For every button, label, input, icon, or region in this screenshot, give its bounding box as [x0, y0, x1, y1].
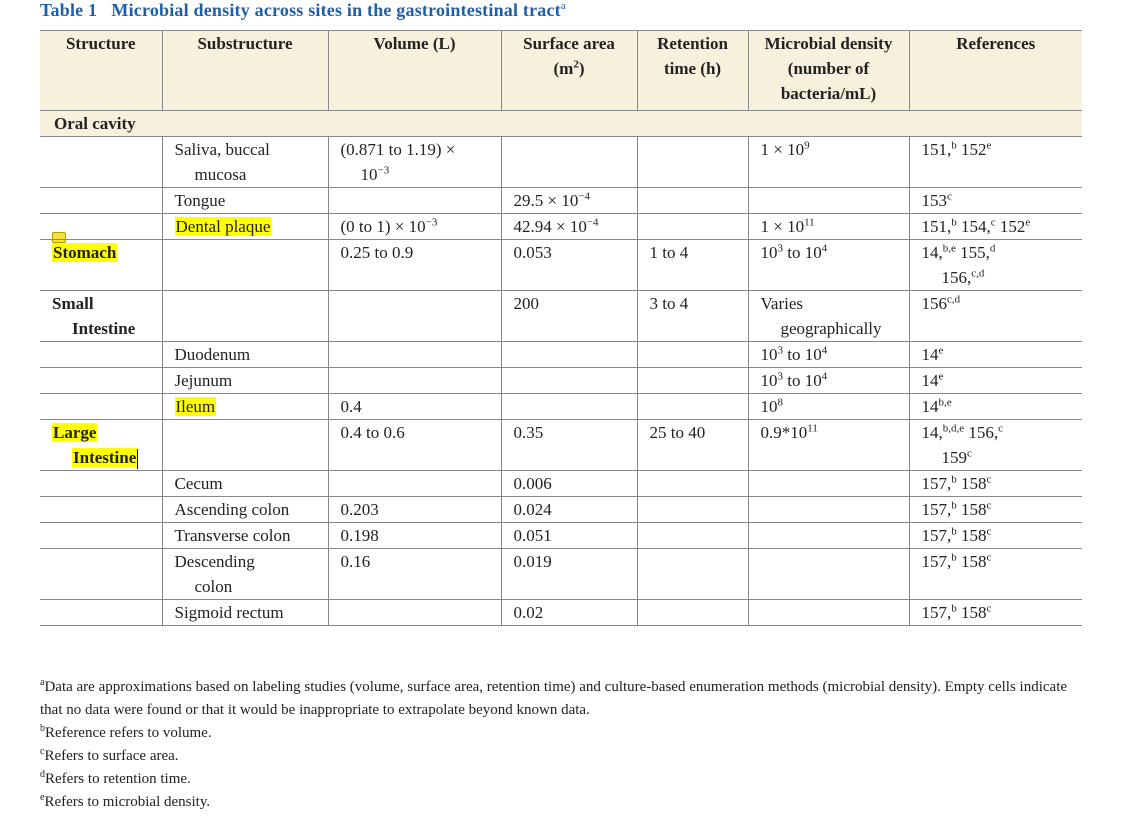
- table-label: Table 1: [40, 0, 98, 20]
- cell-substructure: Cecum: [162, 471, 328, 497]
- cell-density: $10^3$ to $10^4$: [748, 240, 909, 291]
- cell-substructure: Sigmoid rectum: [162, 600, 328, 626]
- footnote-d: $^d$Refers to retention time.: [40, 769, 191, 787]
- header-row: [40, 31, 1082, 111]
- table-caption: [40, 0, 566, 21]
- table-row: [40, 523, 1082, 549]
- col-structure: Structure: [40, 31, 162, 111]
- cell-references: 153$^c$: [909, 188, 1082, 214]
- cell-references: 157,$^b$ 158$^c$: [909, 497, 1082, 523]
- cell-references: 151,$^b$ 154,$^c$ 152e: [909, 214, 1082, 240]
- cell-surface-area: 0.024: [501, 497, 637, 523]
- microbial-density-table: [40, 30, 1082, 626]
- cell-substructure: Transverse colon: [162, 523, 328, 549]
- table-row: [40, 342, 1082, 368]
- table-row: [40, 497, 1082, 523]
- table-row: [40, 291, 1082, 342]
- highlight-dental-plaque[interactable]: Dental plaque: [175, 217, 271, 236]
- group-row-oral-cavity: [40, 111, 1082, 137]
- caption-footnote-mark: a: [560, 0, 566, 12]
- cell-volume: 0.4: [328, 394, 501, 420]
- cell-substructure: Jejunum: [162, 368, 328, 394]
- table-row: [40, 420, 1082, 471]
- cell-references: 157,$^b$ 158$^c$: [909, 471, 1082, 497]
- cell-surface-area: 0.35: [501, 420, 637, 471]
- cell-references: 14$^{b,e}$: [909, 394, 1082, 420]
- cell-retention: 25 to 40: [637, 420, 748, 471]
- footnote-c: $^c$Refers to surface area.: [40, 746, 179, 764]
- table-row: [40, 188, 1082, 214]
- table-row: [40, 214, 1082, 240]
- cell-volume: (0 to $1) \times 10^{-3}$: [328, 214, 501, 240]
- cell-substructure: [162, 214, 328, 240]
- cell-density: $10^3$ to $10^4$: [748, 342, 909, 368]
- table-row: [40, 471, 1082, 497]
- cell-substructure: Duodenum: [162, 342, 328, 368]
- cell-substructure: Tongue: [162, 188, 328, 214]
- cell-density: $0.9*10^{11}$: [748, 420, 909, 471]
- cell-volume: 0.198: [328, 523, 501, 549]
- cell-references: 14,$^{b,d,e}$ 156,$^c$ 159$^c$: [909, 420, 1082, 471]
- cell-density: $10^8$: [748, 394, 909, 420]
- cell-references: 14,$^{b,e}$ 155,$^d$ 156,$^{c,d}$: [909, 240, 1082, 291]
- text-cursor: [137, 449, 138, 469]
- cell-surface-area: $29.5 \times 10^{-4}$: [501, 188, 637, 214]
- cell-density: $1 \times 10^{11}$: [748, 214, 909, 240]
- footnote-b: $^b$Reference refers to volume.: [40, 723, 212, 741]
- col-volume: Volume (L): [328, 31, 501, 111]
- cell-references: 14e: [909, 342, 1082, 368]
- cell-density: $10^3$ to $10^4$: [748, 368, 909, 394]
- table-row: [40, 394, 1082, 420]
- footnote-a: $^a$Data are approximations based on labeling studies (volume, surface area, retention time) and culture-based enumeration methods (microbial density). Empty cells indicate that no data were found or that it would be inappropriate to extrapolate beyond known data.: [40, 677, 1068, 718]
- cell-structure: [40, 420, 162, 471]
- footnote-e: $^e$Refers to microbial density.: [40, 792, 211, 810]
- cell-volume: 0.25 to 0.9: [328, 240, 501, 291]
- cell-retention: 3 to 4: [637, 291, 748, 342]
- cell-references: 157,$^b$ 158$^c$: [909, 600, 1082, 626]
- col-surface-area: Surface area $(m^2)$: [501, 31, 637, 111]
- highlight-intestine[interactable]: Intestine: [73, 448, 137, 467]
- cell-surface-area: 0.02: [501, 600, 637, 626]
- cell-references: 14e: [909, 368, 1082, 394]
- cell-structure: Small Intestine: [40, 291, 162, 342]
- col-retention: Retention time (h): [637, 31, 748, 111]
- cell-surface-area: 0.051: [501, 523, 637, 549]
- cell-density: Varies geographically: [748, 291, 909, 342]
- cell-surface-area: 0.006: [501, 471, 637, 497]
- cell-references: 157,$^b$ 158$^c$: [909, 523, 1082, 549]
- cell-retention: 1 to 4: [637, 240, 748, 291]
- table-row: [40, 137, 1082, 188]
- group-label: Oral cavity: [40, 111, 1082, 137]
- cell-substructure: Saliva, buccal mucosa: [162, 137, 328, 188]
- table-row: [40, 368, 1082, 394]
- table-footnotes: [40, 676, 1080, 814]
- cell-volume: 0.4 to 0.6: [328, 420, 501, 471]
- cell-substructure: Descending colon: [162, 549, 328, 600]
- cell-surface-area: $42.94 \times 10^{-4}$: [501, 214, 637, 240]
- cell-structure: [40, 240, 162, 291]
- cell-volume: 0.203: [328, 497, 501, 523]
- table-title: Microbial density across sites in the gastrointestinal tract: [111, 0, 561, 20]
- table-row: [40, 240, 1082, 291]
- cell-substructure: [162, 394, 328, 420]
- cell-volume: 0.16: [328, 549, 501, 600]
- cell-surface-area: 0.053: [501, 240, 637, 291]
- cell-substructure: Ascending colon: [162, 497, 328, 523]
- col-substructure: Substructure: [162, 31, 328, 111]
- col-density: Microbial density (number of bacteria/mL): [748, 31, 909, 111]
- cell-volume: (0.871 to 1.19) × $10^{-3}$: [328, 137, 501, 188]
- table-row: [40, 549, 1082, 600]
- highlight-stomach[interactable]: Stomach: [53, 243, 117, 262]
- cell-references: 156$^{c,d}$: [909, 291, 1082, 342]
- cell-references: 151,$^b$ 152e: [909, 137, 1082, 188]
- cell-surface-area: 200: [501, 291, 637, 342]
- cell-surface-area: 0.019: [501, 549, 637, 600]
- cell-references: 157,$^b$ 158$^c$: [909, 549, 1082, 600]
- col-references: References: [909, 31, 1082, 111]
- highlight-large[interactable]: Large: [53, 423, 97, 442]
- cell-density: $1 \times 10^9$: [748, 137, 909, 188]
- highlight-ileum[interactable]: Ileum: [175, 397, 216, 416]
- table-row: [40, 600, 1082, 626]
